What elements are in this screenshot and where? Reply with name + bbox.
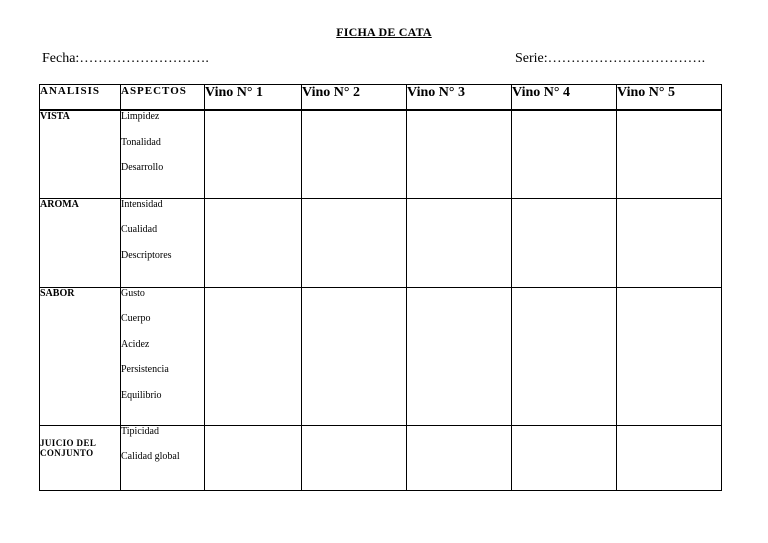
aspect-item: Desarrollo (121, 162, 164, 174)
score-cell[interactable] (512, 287, 617, 425)
score-cell[interactable] (617, 287, 722, 425)
header-vino-1: Vino N° 1 (205, 85, 302, 111)
aspect-item: Limpidez (121, 111, 160, 122)
aspect-item: Tonalidad (121, 136, 161, 148)
score-cell[interactable] (205, 287, 302, 425)
aspects-vista (121, 110, 205, 198)
analysis-aroma: AROMA (40, 198, 121, 287)
aspects-sabor (121, 287, 205, 425)
header-vino-3: Vino N° 3 (407, 85, 512, 111)
table-row (40, 287, 722, 425)
score-cell[interactable] (302, 287, 407, 425)
score-cell[interactable] (512, 198, 617, 287)
aspect-item: Persistencia (121, 364, 169, 376)
score-cell[interactable] (205, 425, 302, 490)
score-cell[interactable] (407, 110, 512, 198)
aspect-item: Descriptores (121, 249, 172, 261)
analysis-vista: VISTA (40, 110, 121, 198)
header-vino-4: Vino N° 4 (512, 85, 617, 111)
score-cell[interactable] (617, 110, 722, 198)
score-cell[interactable] (407, 287, 512, 425)
table-row (40, 110, 722, 198)
header-vino-2: Vino N° 2 (302, 85, 407, 111)
score-cell[interactable] (407, 198, 512, 287)
table-row (40, 198, 722, 287)
fecha-field[interactable]: Fecha:………………………. (42, 51, 209, 66)
analysis-sabor: SABOR (40, 287, 121, 425)
analysis-juicio: JUICIO DEL CONJUNTO (40, 425, 121, 490)
aspect-item: Tipicidad (121, 425, 159, 437)
header-analisis: ANALISIS (40, 85, 121, 111)
aspects-juicio (121, 425, 205, 490)
score-cell[interactable] (302, 198, 407, 287)
aspect-item: Intensidad (121, 198, 163, 210)
aspect-item: Cuerpo (121, 313, 151, 325)
header-row (40, 85, 722, 111)
form-title: FICHA DE CATA (336, 25, 432, 39)
score-cell[interactable] (617, 425, 722, 490)
score-cell[interactable] (302, 425, 407, 490)
aspect-item: Gusto (121, 287, 145, 299)
header-aspectos: ASPECTOS (121, 85, 205, 111)
aspects-aroma (121, 198, 205, 287)
score-cell[interactable] (205, 110, 302, 198)
aspect-item: Acidez (121, 338, 150, 350)
score-cell[interactable] (617, 198, 722, 287)
score-cell[interactable] (407, 425, 512, 490)
serie-field[interactable]: Serie:……………………………. (515, 51, 706, 66)
aspect-item: Calidad global (121, 451, 180, 463)
score-cell[interactable] (302, 110, 407, 198)
header-vino-5: Vino N° 5 (617, 85, 722, 111)
tasting-table (39, 84, 722, 491)
score-cell[interactable] (205, 198, 302, 287)
score-cell[interactable] (512, 425, 617, 490)
aspect-item: Equilibrio (121, 389, 162, 401)
aspect-item: Cualidad (121, 224, 158, 236)
score-cell[interactable] (512, 110, 617, 198)
table-row (40, 425, 722, 490)
